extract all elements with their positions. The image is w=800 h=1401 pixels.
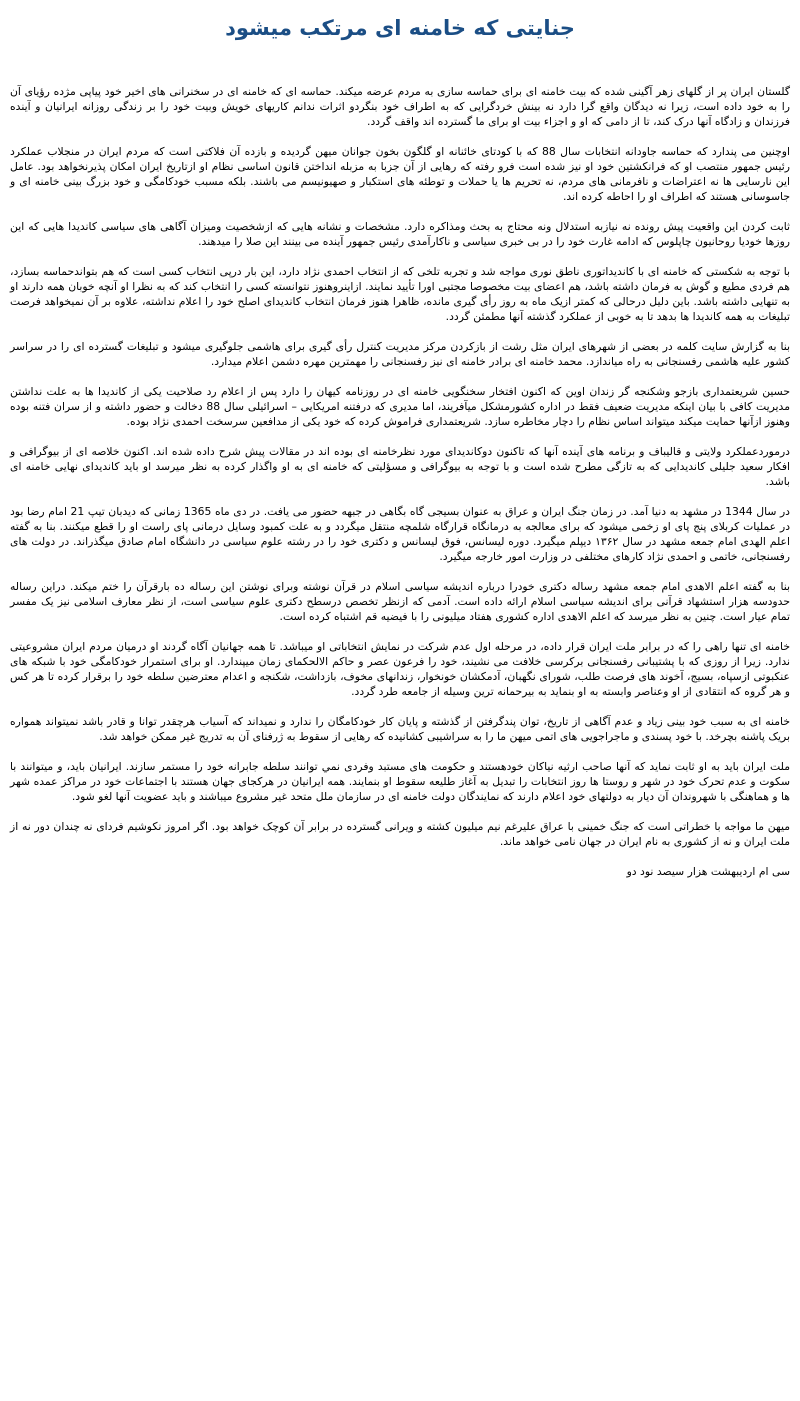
article-paragraph: خامنه ای تنها راهی را که در برابر ملت ایران قرار داده، در مرحله اول عدم شرکت در نمایش انتخاباتی او میباشد. تا همه جهانیان آگاه گردند او درمیان مردم ایران مشروعیتی ندارد. زیرا از روزی که با پشتیبانی رفسنجانی برکرسی خلافت می نشیند، خود را فرعون عصر و حاکم الالحکمای زمان میپندارد. او برای استمرار خودکامگی خود با شبکه های عنکبوتی ازسپاه، بسیج، آخوند های فرصت طلب، شورای نگهبان، آدمکشان خونخوار، زندانهای مخوف، بازداشت، شکنجه و اعدام معترضین سلطه خود را برقرار کرده تا هر کس و هر گروه که انتقادی از او وعناصر وابسته به او بنماید به بیرحمانه ترین وسیله از جامعه طرد گردد. <box>10 640 790 698</box>
article-paragraph: بنا به گزارش سایت کلمه در بعضی از شهرهای ایران مثل رشت از بازکردن مرکز مدیریت کنترل رأی گیری برای هاشمی جلوگیری میشود و تبلیغات گسترده ای را در سراسر کشور علیه هاشمی رفسنجانی به راه میاندازد. محمد خامنه ای برادر خامنه ای نیز رفسنجانی را مهمترین مهره دشمن اعلام میدارد. <box>10 340 790 368</box>
article-paragraph: میهن ما مواجه با خطراتی است که جنگ خمینی با عراق علیرغم نیم میلیون کشته و ویرانی گسترده در برابر آن کوچک خواهد بود. اگر امروز نکوشیم فردای نه چندان دور نه از ملت ایران و نه از کشوری به نام ایران در جهان نامی خواهد ماند. <box>10 820 790 848</box>
article-paragraph: خامنه ای به سبب خود بینی زیاد و عدم آگاهی از تاریخ، توان پندگرفتن از گذشته و پایان کار خودکامگان را ندارد و نمیداند که آسیاب هرچقدر توانا و قادر باشد نمیتواند همواره بریک پاشنه بچرخد. با خود پسندی و ماجراجویی های اتمی میهن ما را به سراشیبی کشانیده که رهایی از سقوط به ژرفنای آن به تدریج غیر ممکن خواهد شد. <box>10 715 790 743</box>
article-body <box>10 84 790 879</box>
article-paragraph: ثابت کردن این واقعیت پیش رونده نه نیازبه استدلال ونه محتاج به بحث ومذاکره دارد. مشخصات و نشانه هایی که ازشخصیت ومیزان آگاهی های سیاسی کاندیدا هایی که این روزها خودیا روحانیون چاپلوس که ادامه غارت خود را در بی خبری سیاسی و ناکارآمدی رئیس جمهور آینده می بینند این صلا را میدهند. <box>10 220 790 248</box>
article-paragraph: درموردعملکرد ولایتی و قالیباف و برنامه های آینده آنها که تاکنون دوکاندیدای مورد نظرخامنه ای بوده اند در مقالات پیش شرح داده شده اند. اکنون خلاصه ای از بیوگرافی و افکار سعید جلیلی کاندیدایی که به تازگی مطرح شده است و با توجه به بیوگرافی و مسؤلیتی که خامنه ای به او واگذار کرده به نظر میرسد او باید کاندیدای نهایی خامنه ای باشد. <box>10 445 790 488</box>
article-paragraph: ملت ایران باید به او ثابت نماید که آنها صاحب ارثیه نیاکان خودهستند و حکومت های مستبد وفردی نمي توانند سلطه جابرانه خود را مستمر سازند. ایرانیان باید، و میتوانند با سکوت و عدم تحرک خود در شهر و روستا ها روز انتخابات را تبدیل به آغاز طلیعه سقوط او بنمایند. همه ایرانیان در هرکجای جهان هستند با اجتماعات خود در مراکز عمده شهر ها و هماهنگی با شهروندان آن دیار به دولتهای خود اعلام دارند که نمایندگان دولت خامنه ای در سازمان ملل متحد غیر مشروع میباشند و باید عضویت آنها لغو شود. <box>10 760 790 803</box>
article-paragraph: اوچنین می پندارد که حماسه جاودانه انتخابات سال 88 که با کودتای خائنانه او گلگون بخون جوانان میهن گردیده و بازده آن فلاکتی است که مردم ایران در منجلاب عملکرد رئیس جمهور منتصب او که فرانکشتین خود او نیز شده است فرو رفته که رهایی از آن جزبا به مزبله انداختن قانون اساسی نظام او ازتاریخ ایران امکان پذیرنخواهد بود. عامل این نارسایی ها نه اعتراضات و نافرمانی های مردم، نه تحریم ها یا حملات و توطئه های استکبار و صهیونیسم می باشند. بلکه مسبب خودکامگی و خود بزرگ بینی خامنه ای و جاسوسانی هستند که اطراف او را احاطه کرده اند. <box>10 145 790 203</box>
article-paragraph: با توجه به شکستی که خامنه ای با کاندیداتوری ناطق نوری مواجه شد و تجربه تلخی که از انتخاب احمدی نژاد دارد، این بار درپی انتخاب کسی است که هم بتواندحماسه بسازد، هم فردی مطیع و گوش به فرمان داشته باشد، هم اعضای بیت مخصوصا مجتبی اورا تأیید نمایند. ازاینروهنوز نتوانسته کسی را انتخاب کند که به نظرا او آنچه خوبان همه دارند او به تنهایی داشته باشد. باین دلیل درحالی که کمتر ازیک ماه به روز رأی گیری مانده، ظاهرا هنوز فرمان انتخاب کاندیدای اصلح خود را اعلام نداشته، علاوه بر آن نمیخواهد فرصت تبلیغات به همه کاندیدا ها بدهد تا به خوبی از عملکرد گذشته آنها مطمئن گردد. <box>10 265 790 323</box>
article-paragraph: حسین شریعتمداری بازجو وشکنجه گر زندان اوین که اکنون افتخار سخنگویی خامنه ای در روزنامه کیهان را دارد پس از اعلام رد صلاحیت یکی از کاندیدا ها به علت نداشتن مدیریت کافی با بیان اینکه مدیریت ضعیف فقط در اداره کشورمشکل میآفریند، اما مدیری که درفتنه امریکایی – اسرائیلی سال 88 دخالت و حضور داشته و از سران فتنه بوده وهنوز ازآنها حمایت میکند میتواند اساس نظام را دچار مخاطره سازد. شریعتمداری فراموش کرده که خود یکی از مدافعین سرسخت احمدی نژاد بوده. <box>10 385 790 428</box>
article-title: جنایتی که خامنه ای مرتکب میشود <box>225 16 575 40</box>
article-paragraph: در سال 1344 در مشهد به دنیا آمد. در زمان جنگ ایران و عراق به عنوان بسیجی گاه بگاهی در جبهه حضور می یافت. در دی ماه 1365 زمانی که دیدبان تیپ 21 امام رضا بود در عملیات کربلای پنج پای او زخمی میشود که برای معالجه به درمانگاه قرارگاه شلمچه منتقل میگردد و به علت کمبود وسایل درمانی پای راست او را قطع میکنند. بنا به گفته اعلم الهدی امام جمعه مشهد در سال ۱۳۶۲ دیپلم میگیرد. دوره لیسانس، فوق لیسانس و دکتری خود را در رشته علوم سیاسی در دانشگاه امام صادق میگذراند. در دولت های رفسنجانی، خاتمی و احمدی نژاد کارهای مختلفی در وزارت امور خارجه میگیرد. <box>10 505 790 563</box>
article-date-signature: سی ام اردیبهشت هزار سیصد نود دو <box>626 865 790 878</box>
article-paragraph: گلستان ایران پر از گلهای زهر آگینی شده که بیت خامنه ای برای حماسه سازی به مردم عرضه میکند. حماسه ای که خامنه ای در سخنرانی های اخیر خود پیاپی مژده رؤیای آن را به خود داده است، زیرا نه دیدگان واقع گرا دارد نه بینش خردگرایی که به اطراف خود بنگردو اثرات ندانم کاریهای خویش وبیت خود را بر زندگی روزانه ایرانیان و آینده فرزندان و زادگاه آنها درک کند، تا از دامی که او و اجزاء بیت او برای ما گسترده اند واقف گردد. <box>10 85 790 128</box>
article-paragraph: بنا به گفته اعلم الاهدی امام جمعه مشهد رساله دکتری خودرا درباره اندیشه سیاسی اسلام در قرآن نوشته وبرای نوشتن این رساله ده بارقرآن را ختم میکند. دراین رساله حدودسه هزار استشهاد قرآنی برای اندیشه سیاسی اسلام ارائه داده است. آدمی که ازنظر تخصص درسطح دکتری علوم سیاسی است، از نظر معارف اسلامی نیز یک مفسر تمام عیار است. چنین به نظر میرسد که اعلم الاهدی اداره کشوری هفتاد میلیونی را با فیضیه قم اشتباه کرده است. <box>10 580 790 623</box>
